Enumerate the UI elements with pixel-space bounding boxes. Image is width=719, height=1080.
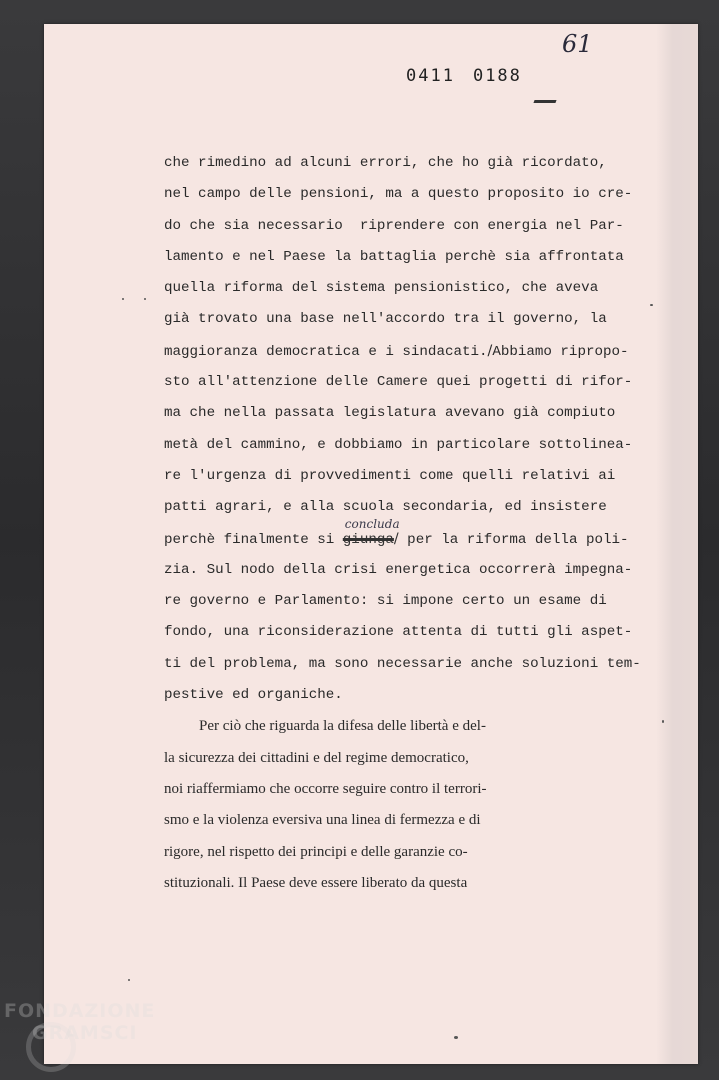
text-line: la sicurezza dei cittadini e del regime democratico, (164, 749, 469, 766)
ink-dash-mark (533, 100, 556, 103)
text-line: quella riforma del sistema pensionistico, che aveva (164, 280, 599, 297)
archive-code-part: 0411 (406, 66, 455, 86)
paper-speck (662, 720, 664, 723)
text-line: pestive ed organiche. (164, 687, 343, 704)
text-line: metà del cammino, e dobbiamo in particolare sottolinea- (164, 436, 633, 453)
correction-slash: / (393, 530, 399, 547)
text-line: noi riaffermiamo che occorre seguire contro il terrori- (164, 780, 487, 797)
text-line: stituzionali. Il Paese deve essere liberato da questa (164, 874, 468, 891)
text-line (164, 336, 664, 367)
document-page (44, 24, 698, 1064)
text-line: re l'urgenza di provvedimenti come quelli relativi ai (164, 467, 616, 484)
text-segment: per la riforma della poli- (398, 531, 629, 548)
text-line: che rimedino ad alcuni errori, che ho già ricordato, (164, 155, 607, 171)
archive-code (406, 66, 540, 86)
typed-text-body (164, 148, 664, 899)
text-line: ma che nella passata legislatura avevano già compiuto (164, 405, 616, 422)
text-line: do che sia necessario riprendere con energia nel Par- (164, 217, 624, 234)
text-line: rigore, nel rispetto dei principi e delle garanzie co- (164, 843, 468, 860)
text-line: già trovato una base nell'accordo tra il governo, la (164, 311, 607, 328)
watermark-line: FONDAZIONE (4, 1000, 156, 1022)
text-line: fondo, una riconsiderazione attenta di tutti gli aspet- (164, 624, 633, 641)
text-segment: maggioranza democratica e i sindacati. (164, 343, 488, 360)
handwritten-insertion: concluda (344, 516, 400, 531)
paper-speck (454, 1036, 458, 1039)
struck-word: giunga (342, 531, 394, 548)
paper-speck (650, 304, 653, 306)
paragraph-mark: / (487, 342, 493, 359)
text-line: Per ciò che riguarda la difesa delle libertà e del- (199, 718, 486, 735)
text-line: ti del problema, ma sono necessarie anche soluzioni tem- (164, 655, 641, 672)
handwritten-correction (342, 516, 400, 556)
text-line: patti agrari, e alla scuola secondaria, ed insistere (164, 499, 607, 516)
watermark-line: GRAMSCI (32, 1022, 138, 1044)
watermark (4, 1000, 155, 1044)
paper-speck (144, 298, 146, 300)
text-segment: perchè finalmente si (164, 531, 343, 548)
text-segment: Abbiamo ripropo- (492, 343, 629, 360)
text-line: re governo e Parlamento: si impone certo un esame di (164, 593, 607, 610)
text-line (164, 516, 664, 555)
archive-code-part: 0188 (472, 66, 522, 86)
text-line: lamento e nel Paese la battaglia perchè sia affrontata (164, 248, 624, 265)
paper-speck (122, 298, 124, 300)
text-line: zia. Sul nodo della crisi energetica occorrerà impegna- (164, 561, 633, 578)
text-line: sto all'attenzione delle Camere quei progetti di rifor- (164, 374, 633, 391)
paper-speck (128, 979, 130, 981)
text-line: nel campo delle pensioni, ma a questo proposito io cre- (164, 186, 633, 203)
handwritten-page-number: 61 (562, 30, 593, 58)
text-line: smo e la violenza eversiva una linea di fermezza e di (164, 812, 481, 829)
